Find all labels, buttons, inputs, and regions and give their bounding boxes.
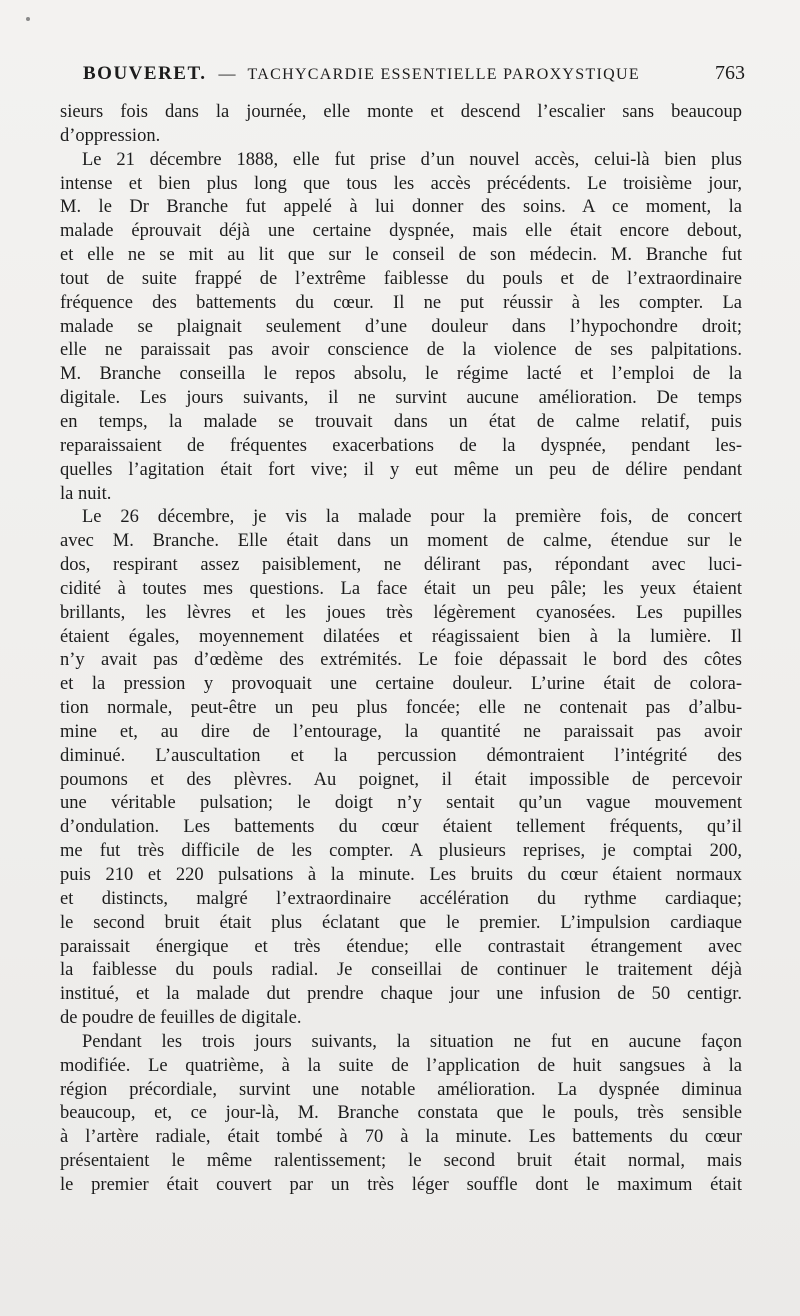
paragraph <box>60 149 742 507</box>
text-line: tion normale, peut-être un peu plus foncée; elle ne contenait pas d’albu- <box>60 698 742 719</box>
text-line: paraissait énergique et très étendue; elle contrastait étrangement avec <box>60 936 742 957</box>
text-line: et la pression y provoquait une certaine douleur. L’urine était de colora- <box>60 674 742 695</box>
text-line: région précordiale, survint une notable amélioration. La dyspnée diminua <box>60 1079 742 1100</box>
text-line: d’ondulation. Les battements du cœur étaient tellement fréquents, qu’il <box>60 817 742 838</box>
text-line: M. le Dr Branche fut appelé à lui donner des soins. A ce moment, la <box>60 197 742 218</box>
text-line: en temps, la malade se trouvait dans un état de calme relatif, puis <box>60 411 742 432</box>
text-line: digitale. Les jours suivants, il ne survint aucune amélioration. De temps <box>60 388 742 409</box>
page-speck <box>26 17 30 21</box>
text-line: Le 26 décembre, je vis la malade pour la première fois, de concert <box>82 507 742 528</box>
text-line: puis 210 et 220 pulsations à la minute. Les bruits du cœur étaient normaux <box>60 865 742 885</box>
text-line: intense et bien plus long que tous les accès précédents. Le troisième jour, <box>60 173 742 194</box>
paragraph <box>60 101 742 149</box>
author-name: BOUVERET. <box>83 63 207 84</box>
text-line: modifiée. Le quatrième, à la suite de l’application de huit sangsues à la <box>60 1055 742 1076</box>
text-line: reparaissaient de fréquentes exacerbations de la dyspnée, pendant les- <box>60 435 742 456</box>
text-line: me fut très difficile de les compter. A plusieurs reprises, je comptai 200, <box>60 841 742 862</box>
text-line: le second bruit était plus éclatant que le premier. L’impulsion cardiaque <box>60 912 742 933</box>
text-line: à l’artère radiale, était tombé à 70 à la minute. Les battements du cœur <box>60 1127 742 1148</box>
text-line: Pendant les trois jours suivants, la situation ne fut en aucune façon <box>82 1031 742 1052</box>
text-line: cidité à toutes mes questions. La face était un peu pâle; les yeux étaient <box>60 578 742 599</box>
text-line: malade se plaignait seulement d’une douleur dans l’hypochondre droit; <box>60 316 742 337</box>
header-separator: — <box>218 64 236 83</box>
text-line: la faiblesse du pouls radial. Je conseillai de continuer le traitement déjà <box>60 960 742 981</box>
page-number: 763 <box>715 62 745 84</box>
text-line: brillants, les lèvres et les joues très légèrement cyanosées. Les pupilles <box>60 602 742 623</box>
text-line: quelles l’agitation était fort vive; il y eut même un peu de délire pendant <box>60 459 742 480</box>
text-line: elle ne paraissait pas avoir conscience de la violence de ses palpitations. <box>60 340 742 361</box>
article-title: TACHYCARDIE ESSENTIELLE PAROXYSTIQUE <box>247 66 640 83</box>
text-line: le premier était couvert par un très léger souffle dont le maximum était <box>60 1174 742 1195</box>
text-line: n’y avait pas d’œdème des extrémités. Le foie dépassait le bord des côtes <box>60 650 742 671</box>
text-line: la nuit. <box>60 483 112 504</box>
text-line: une véritable pulsation; le doigt n’y sentait qu’un vague mouvement <box>60 793 742 814</box>
text-line: avec M. Branche. Elle était dans un moment de calme, étendue sur le <box>60 531 742 552</box>
text-line: d’oppression. <box>60 125 161 146</box>
paragraph <box>60 1031 742 1198</box>
text-line: malade éprouvait déjà une certaine dyspnée, mais elle était encore debout, <box>60 221 742 242</box>
text-line: sieurs fois dans la journée, elle monte et descend l’escalier sans beaucoup <box>60 102 742 122</box>
text-line: dos, respirant assez paisiblement, ne délirant pas, répondant avec luci- <box>60 555 742 576</box>
text-line: Le 21 décembre 1888, elle fut prise d’un nouvel accès, celui-là bien plus <box>82 149 742 170</box>
text-line: et elle ne se mit au lit que sur le conseil de son médecin. M. Branche fut <box>60 245 742 266</box>
running-header <box>83 62 745 92</box>
text-line: beaucoup, et, ce jour-là, M. Branche constata que le pouls, très sensible <box>60 1103 742 1124</box>
text-line: fréquence des battements du cœur. Il ne put réussir à les compter. La <box>60 292 742 313</box>
text-line: diminué. L’auscultation et la percussion démontraient l’intégrité des <box>60 745 742 766</box>
text-line: étaient égales, moyennement dilatées et réagissaient bien à la lumière. Il <box>60 626 742 647</box>
text-line: présentaient le même ralentissement; le second bruit était normal, mais <box>60 1151 742 1172</box>
text-line: de poudre de feuilles de digitale. <box>60 1008 302 1029</box>
text-line: tout de suite frappé de l’extrême faiblesse du pouls et de l’extraordinaire <box>60 268 742 289</box>
text-line: poumons et des plèvres. Au poignet, il était impossible de percevoir <box>60 769 742 790</box>
text-line: institué, et la malade dut prendre chaque jour une infusion de 50 centigr. <box>60 984 742 1005</box>
text-line: mine et, au dire de l’entourage, la quantité ne paraissait pas avoir <box>60 721 742 742</box>
text-line: M. Branche conseilla le repos absolu, le régime lacté et l’emploi de la <box>60 364 742 385</box>
paragraph <box>60 506 742 1031</box>
text-line: et distincts, malgré l’extraordinaire accélération du rythme cardiaque; <box>60 888 742 909</box>
body-text <box>60 101 742 1198</box>
